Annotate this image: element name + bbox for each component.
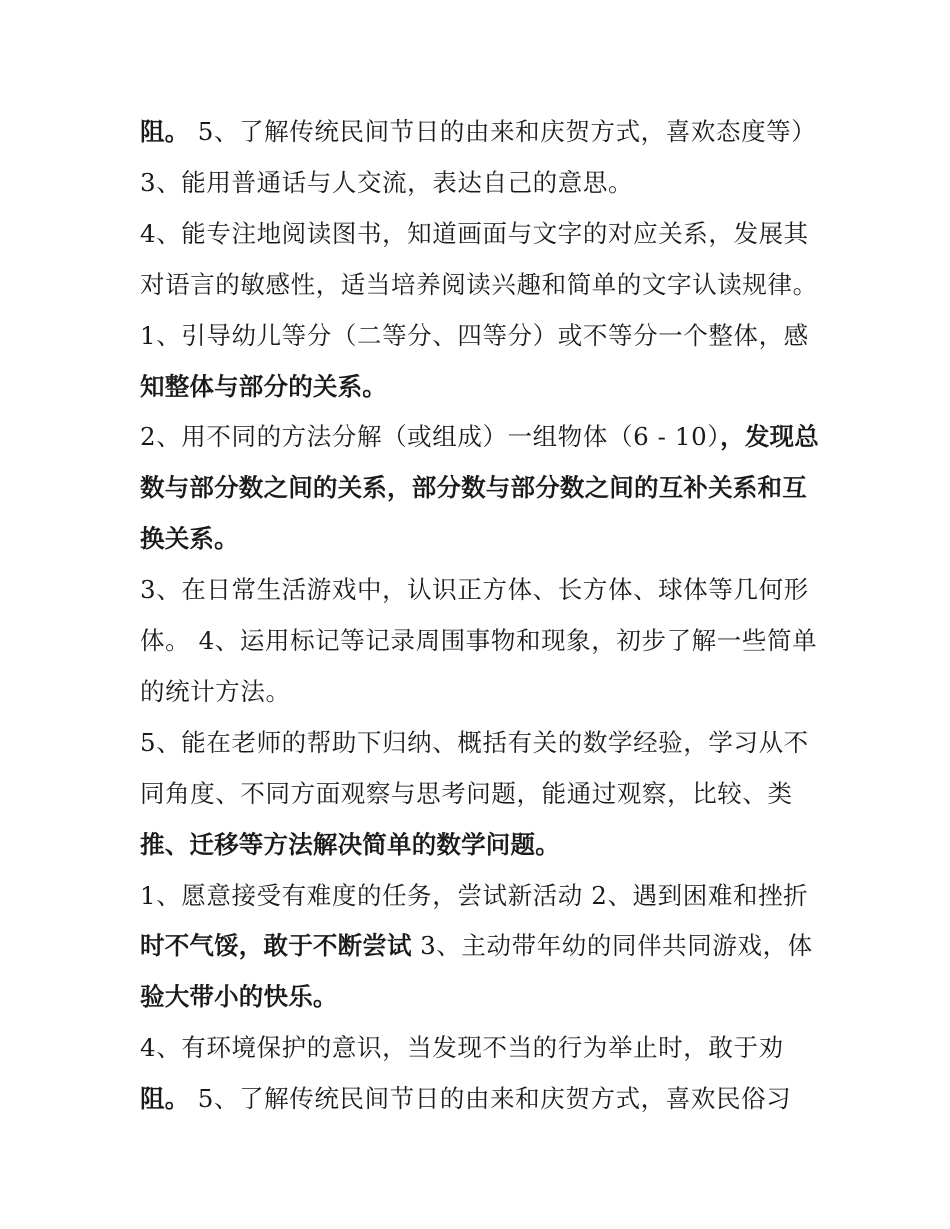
document-line	[140, 115, 840, 150]
document-line	[140, 217, 840, 252]
text-segment: 4、能专注地阅读图书，知道画面与文字的对应关系，发展其	[140, 219, 809, 248]
document-line	[140, 929, 840, 964]
text-segment: 3、能用普通话与人交流，表达自己的意思。	[140, 168, 634, 197]
bold-text-segment: 验大带小的快乐。	[140, 982, 338, 1011]
text-segment: 的统计方法。	[140, 677, 291, 706]
bold-text-segment: 推、迁移等方法解决简单的数学问题。	[140, 830, 560, 859]
text-segment: 4、有环境保护的意识，当发现不当的行为举止时，敢于劝	[140, 1033, 784, 1062]
document-line	[140, 471, 840, 506]
bold-text-segment: 阻。	[140, 117, 190, 146]
document-line	[140, 319, 840, 354]
bold-text-segment: 知整体与部分的关系。	[140, 372, 387, 401]
document-line	[140, 675, 840, 710]
document-line	[140, 370, 840, 405]
text-segment: 体。 4、运用标记等记录周围事物和现象，初步了解一些简单	[140, 626, 818, 655]
document-line	[140, 522, 840, 557]
bold-text-segment: 时不气馁，敢于不断尝试	[140, 931, 412, 960]
bold-text-segment: 换关系。	[140, 524, 239, 553]
text-segment: 5、了解传统民间节日的由来和庆贺方式，喜欢民俗习	[189, 1084, 792, 1113]
document-line	[140, 1082, 840, 1117]
text-segment: 1、引导幼儿等分（二等分、四等分）或不等分一个整体，感	[140, 321, 809, 350]
bold-text-segment: 阻。	[140, 1084, 190, 1113]
document-line	[140, 879, 840, 914]
document-line	[140, 726, 840, 761]
text-segment: 1、愿意接受有难度的任务，尝试新活动 2、遇到困难和挫折	[140, 881, 809, 910]
text-segment: 5、了解传统民间节日的由来和庆贺方式，喜欢态度等）	[189, 117, 817, 146]
document-line	[140, 166, 840, 201]
bold-text-segment: ，发现总	[720, 422, 819, 451]
document-line	[140, 573, 840, 608]
document-line	[140, 1031, 840, 1066]
text-segment: 3、在日常生活游戏中，认识正方体、长方体、球体等几何形	[140, 575, 809, 604]
document-line	[140, 268, 840, 303]
text-segment: 对语言的敏感性，适当培养阅读兴趣和简单的文字认读规律。	[140, 270, 818, 299]
document-line	[140, 777, 840, 812]
document-line	[140, 624, 840, 659]
text-segment: 3、主动带年幼的同伴共同游戏，体	[411, 931, 813, 960]
document-line	[140, 828, 840, 863]
text-segment: 5、能在老师的帮助下归纳、概括有关的数学经验，学习从不	[140, 728, 809, 757]
document-line	[140, 420, 840, 455]
document-line	[140, 980, 840, 1015]
text-segment: 2、用不同的方法分解（或组成）一组物体（6 - 10）	[140, 422, 721, 451]
text-segment: 同角度、不同方面观察与思考问题，能通过观察，比较、类	[140, 779, 793, 808]
bold-text-segment: 数与部分数之间的关系，部分数与部分数之间的互补关系和互	[140, 473, 807, 502]
